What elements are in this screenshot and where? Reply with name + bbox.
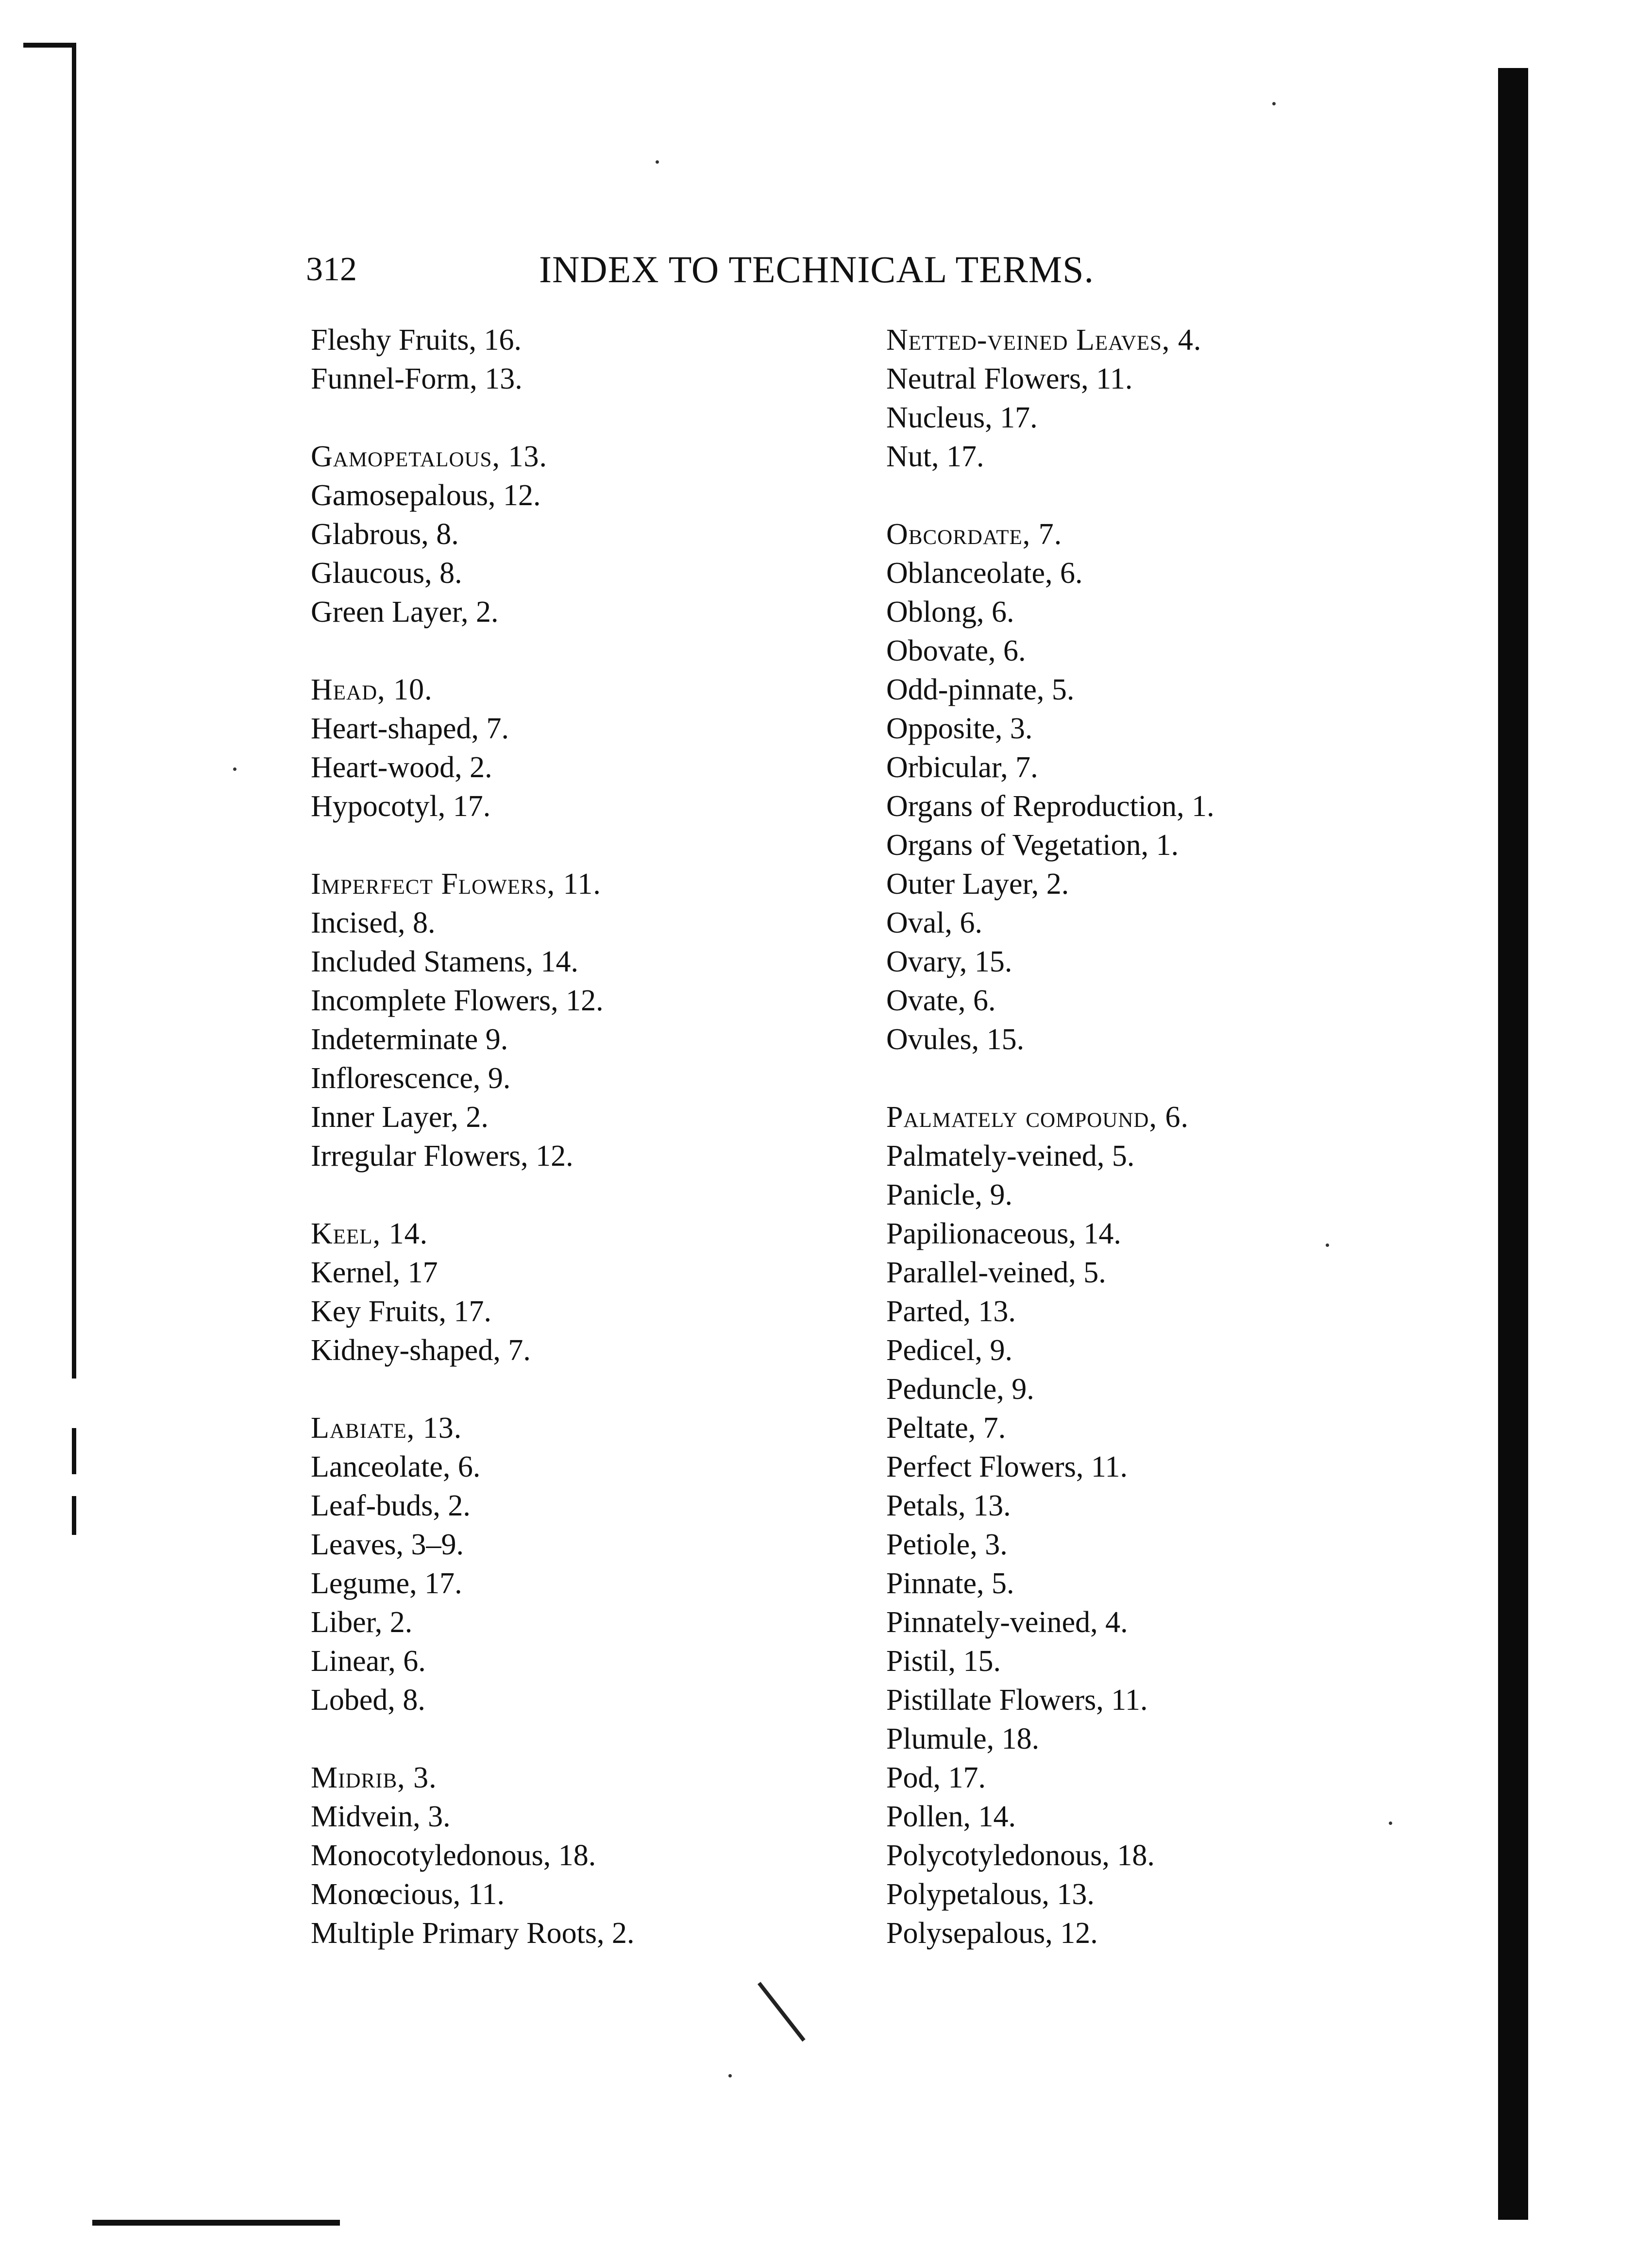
scan-edge-left-segment [72,1428,76,1474]
index-entry: Palmately-veined, 5. [886,1140,1135,1173]
index-entry: Polycotyledonous, 18. [886,1839,1155,1872]
index-entry: Inner Layer, 2. [311,1101,489,1134]
index-entry: Odd-pinnate, 5. [886,673,1075,706]
index-section-head: Gamopetalous, 13. [311,440,547,473]
index-entry: Lobed, 8. [311,1684,425,1717]
index-entry: Petiole, 3. [886,1528,1008,1561]
running-title: INDEX TO TECHNICAL TERMS. [539,248,1095,290]
section-gap [886,476,1445,515]
index-entry: Included Stamens, 14. [311,945,579,978]
index-entry: Obovate, 6. [886,634,1026,667]
index-entry: Plumule, 18. [886,1722,1040,1755]
index-entry: Pinnately-veined, 4. [886,1606,1128,1639]
index-entry: Multiple Primary Roots, 2. [311,1917,635,1950]
section-gap [311,398,869,437]
index-entry: Ovary, 15. [886,945,1012,978]
index-entry: Neutral Flowers, 11. [886,362,1133,395]
section-gap [311,631,869,670]
index-entry: Pistillate Flowers, 11. [886,1684,1148,1717]
index-entry: Monocotyledonous, 18. [311,1839,596,1872]
index-column-right [886,321,1445,1953]
index-entry: Ovate, 6. [886,984,996,1017]
scan-edge-left [72,43,76,1379]
index-entry: Irregular Flowers, 12. [311,1140,573,1173]
index-section-head: Netted-veined Leaves, 4. [886,323,1202,357]
scan-mark [758,1982,806,2042]
index-entry: Outer Layer, 2. [886,868,1069,901]
running-header [306,245,1277,294]
scan-speck [656,160,659,164]
index-entry: Key Fruits, 17. [311,1295,491,1328]
index-entry: Polysepalous, 12. [886,1917,1098,1950]
index-entry: Monœcious, 11. [311,1878,505,1911]
index-entry: Nucleus, 17. [886,401,1038,434]
index-entry: Opposite, 3. [886,712,1033,745]
index-entry: Leaves, 3–9. [311,1528,464,1561]
index-entry: Indeterminate 9. [311,1023,508,1056]
index-section-head: Head, 10. [311,673,433,706]
index-entry: Oval, 6. [886,906,983,939]
section-gap [311,1175,869,1214]
index-entry: Glabrous, 8. [311,518,459,551]
scan-edge-right [1498,68,1528,2220]
index-section-head: Keel, 14. [311,1217,428,1250]
scan-speck [233,767,236,771]
index-entry: Ovules, 15. [886,1023,1025,1056]
index-entry: Funnel-Form, 13. [311,362,523,395]
index-entry: Panicle, 9. [886,1178,1012,1211]
index-section-head: Midrib, 3. [311,1761,437,1794]
index-entry: Fleshy Fruits, 16. [311,323,522,357]
section-gap [886,1059,1445,1098]
index-entry: Midvein, 3. [311,1800,451,1833]
index-entry: Heart-wood, 2. [311,751,492,784]
index-entry: Linear, 6. [311,1645,426,1678]
index-entry: Oblanceolate, 6. [886,557,1083,590]
section-gap [311,826,869,865]
index-entry: Kidney-shaped, 7. [311,1334,531,1367]
scan-speck [728,2074,732,2077]
index-entry: Pistil, 15. [886,1645,1001,1678]
index-entry: Legume, 17. [311,1567,462,1600]
index-entry: Organs of Vegetation, 1. [886,829,1179,862]
index-entry: Hypocotyl, 17. [311,790,491,823]
index-entry: Pod, 17. [886,1761,986,1794]
index-column-left [311,321,869,1953]
index-entry: Nut, 17. [886,440,984,473]
section-gap [311,1719,869,1758]
scan-edge-bottom [92,2220,340,2226]
index-section-head: Obcordate, 7. [886,518,1062,551]
index-entry: Glaucous, 8. [311,557,462,590]
index-entry: Incomplete Flowers, 12. [311,984,604,1017]
index-entry: Oblong, 6. [886,596,1014,629]
index-entry: Papilionaceous, 14. [886,1217,1121,1250]
index-entry: Organs of Reproduction, 1. [886,790,1214,823]
scan-edge-left-segment [72,1496,76,1535]
index-entry: Pedicel, 9. [886,1334,1012,1367]
index-entry: Kernel, 17 [311,1256,438,1289]
page-number: 312 [306,251,357,288]
index-entry: Parallel-veined, 5. [886,1256,1106,1289]
index-section-head: Palmately compound, 6. [886,1101,1189,1134]
index-entry: Peduncle, 9. [886,1373,1034,1406]
index-entry: Perfect Flowers, 11. [886,1450,1128,1483]
index-entry: Heart-shaped, 7. [311,712,509,745]
index-entry: Polypetalous, 13. [886,1878,1095,1911]
section-gap [311,1370,869,1409]
index-entry: Pollen, 14. [886,1800,1016,1833]
index-entry: Green Layer, 2. [311,596,499,629]
index-entry: Leaf-buds, 2. [311,1489,471,1522]
scan-speck [1272,102,1276,105]
index-entry: Gamosepalous, 12. [311,479,541,512]
index-entry: Lanceolate, 6. [311,1450,481,1483]
index-entry: Liber, 2. [311,1606,413,1639]
scan-edge-top-left [23,43,75,48]
index-entry: Incised, 8. [311,906,436,939]
index-entry: Peltate, 7. [886,1412,1006,1445]
index-section-head: Imperfect Flowers, 11. [311,868,601,901]
index-entry: Inflorescence, 9. [311,1062,511,1095]
index-entry: Pinnate, 5. [886,1567,1014,1600]
index-entry: Orbicular, 7. [886,751,1038,784]
index-entry: Petals, 13. [886,1489,1011,1522]
index-section-head: Labiate, 13. [311,1412,462,1445]
index-entry: Parted, 13. [886,1295,1016,1328]
